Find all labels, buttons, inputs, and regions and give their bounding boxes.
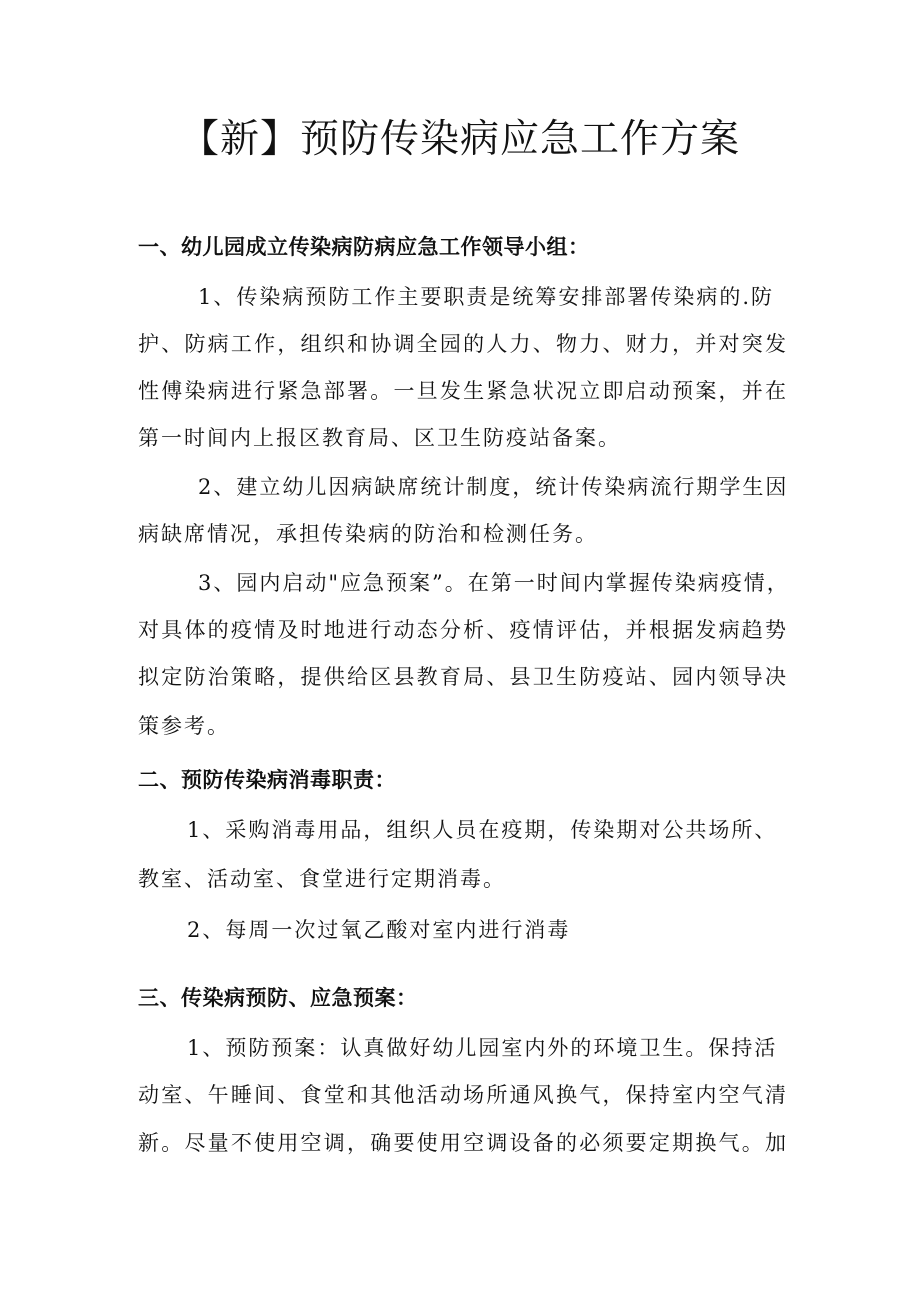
paragraph-line: 1、预防预案：认真做好幼儿园室内外的环境卫生。保持活 xyxy=(187,1036,778,1060)
paragraph-line: 教室、活动室、食堂进行定期消毒。 xyxy=(138,867,506,891)
section-heading-3: 三、传染病预防、应急预案： xyxy=(138,986,418,1010)
paragraph-line: 2、每周一次过氧乙酸对室内进行消毒 xyxy=(187,918,571,942)
paragraph-line: 2、建立幼儿因病缺席统计制度，统计传染病流行期学生因 xyxy=(198,475,789,499)
paragraph-line: 3、园内启动"应急预案”。在第一时间内掌握传染病疫情， xyxy=(198,571,790,595)
section-heading-1: 一、幼儿园成立传染病防病应急工作领导小组： xyxy=(138,235,590,259)
paragraph-line: 病缺席情况，承担传染病的防治和检测任务。 xyxy=(138,522,598,546)
paragraph-line: 1、传染病预防工作主要职责是统筹安排部署传染病的.防 xyxy=(198,285,775,309)
paragraph-line: 第一时间内上报区教育局、区卫生防疫站备案。 xyxy=(138,426,621,450)
paragraph-line: 1、采购消毒用品，组织人员在疫期，传染期对公共场所、 xyxy=(187,818,778,842)
paragraph-line: 性傅染病进行紧急部署。一旦发生紧急状况立即启动预案，并在 xyxy=(138,379,788,403)
paragraph-line: 策参考。 xyxy=(138,714,230,738)
section-heading-2: 二、预防传染病消毒职责： xyxy=(138,768,396,792)
paragraph-line: 护、防病工作，组织和协调全园的人力、物力、财力，并对突发 xyxy=(138,332,788,356)
paragraph-line: 新。尽量不使用空调，确要使用空调设备的必须要定期换气。加 xyxy=(138,1131,788,1155)
document-title: 【新】预防传染病应急工作方案 xyxy=(179,117,740,162)
paragraph-line: 拟定防治策略，提供给区县教育局、县卫生防疫站、园内领导决 xyxy=(138,665,788,689)
paragraph-line: 对具体的疫情及时地进行动态分析、疫情评估，并根据发病趋势 xyxy=(138,618,788,642)
paragraph-line: 动室、午睡间、食堂和其他活动场所通风换气，保持室内空气清 xyxy=(138,1083,788,1107)
